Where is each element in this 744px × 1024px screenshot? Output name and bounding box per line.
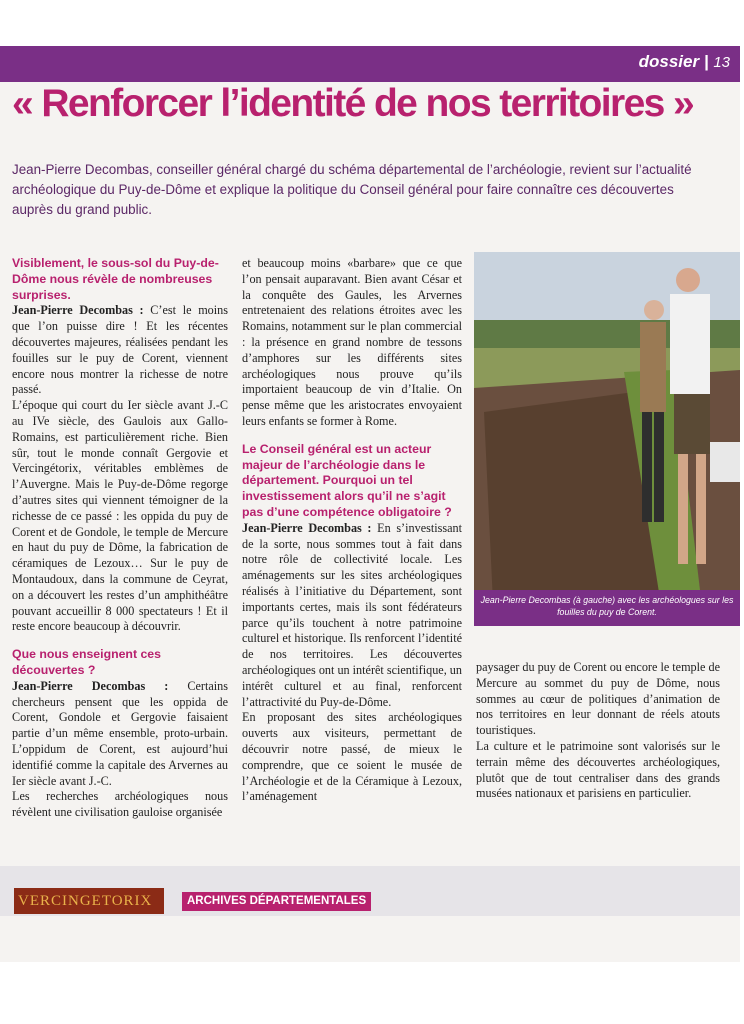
article-intro: Jean-Pierre Decombas, conseiller général chargé du schéma départemental de l’archéologie, revient sur l’actualité archéologique du Puy-de-Dôme et explique la politique du Conseil général pour faire connaître ces découvertes auprès du grand public.: [12, 162, 692, 217]
vercingetorix-logo: VERCINGETORIX: [14, 888, 164, 914]
question-2: Que nous enseignent ces découvertes ?: [12, 647, 161, 677]
answer-1: Jean-Pierre Decombas : C’est le moins que l’on puisse dire ! Et les récentes découvertes majeures, réalisées pendant les fouilles sur le puy de Corent, viennent encore nous montrer la richesse de notre passé.: [12, 303, 228, 397]
photo-illustration: [474, 252, 740, 624]
column-1: [12, 256, 228, 821]
folio: [639, 52, 730, 72]
speaker-name: Jean-Pierre Decombas :: [12, 303, 144, 318]
paragraph: L’époque qui court du Ier siècle avant J.-C au IVe siècle, des Gaulois aux Gallo-Romains, est particulièrement riche. Bien sûr, tout le monde connaît Gergovie et Vercingétorix, véritables emblèmes de l’Auvergne. Mais le Puy-de-Dôme regorge d’autres sites qui viennent témoigner de la richesse de ce passé : les oppida du puy de Corent et de Gondole, le temple de Mercure en haut du puy de Dôme, la fabrication de céramiques de Lezoux… Sur le puy de Montaudoux, dans la commune de Ceyrat, on a découvert les restes d’un amphithéâtre pouvant accueillir 8 000 spectateurs ! Et il reste encore beaucoup à découvrir.: [12, 398, 228, 634]
column-2: [242, 256, 462, 805]
question-1: Visiblement, le sous-sol du Puy-de-Dôme nous révèle de nombreuses surprises.: [12, 256, 219, 302]
paragraph: En proposant des sites archéologiques ouverts aux visiteurs, permettant de découvrir notre passé, de mieux le comprendre, que ce soient le musée de l’Archéologie et de la Céramique à Lezoux, l’aménagement: [242, 710, 462, 804]
header-bar: [0, 46, 740, 82]
paragraph: et beaucoup moins «barbare» que ce que l’on pensait auparavant. Bien avant César et la conquête des Gaules, les Arvernes entretenaient des relations étroites avec les Romains, notamment sur le plan commercial : la présence en grand nombre de tessons d’amphores sur les différents sites archéologiques nous prouve qu’ils importaient beaucoup de vin d’Italie. On pense même que les aristocrates envoyaient leurs enfants se former à Rome.: [242, 256, 462, 428]
page-number: 13: [713, 54, 730, 71]
folio-separator: |: [703, 52, 709, 71]
speaker-name: Jean-Pierre Decombas :: [12, 678, 169, 693]
photo-caption: Jean-Pierre Decombas (à gauche) avec les archéologues sur les fouilles du puy de Corent.: [474, 590, 740, 626]
speaker-name: Jean-Pierre Decombas :: [242, 520, 372, 535]
article-title: « Renforcer l’identité de nos territoires »: [12, 82, 694, 125]
answer-3: Jean-Pierre Decombas : En s’investissant de la sorte, nous sommes tout à fait dans notre rôle de collectivité locale. Les aménagements sur les sites archéologiques réalisés à l’initiative du Département, sont importants certes, mais ils sont fédérateurs parce qu’ils touchent à notre patrimoine culturel et historique. Ils renforcent l’identité de nos territoires. Les découvertes archéologiques ont un intérêt scientifique, un intérêt culturel et au final, renforcent l’attractivité du Puy-de-Dôme.: [242, 520, 462, 709]
archives-label: ARCHIVES DÉPARTEMENTALES: [182, 892, 371, 911]
answer-2: Jean-Pierre Decombas : Certains chercheurs pensent que les oppida de Corent, Gondole et Gergovie faisaient partie d’un même ensemble, proto-urbain. L’oppidum de Corent, est aujourd’hui identifié comme la capitale des Arvernes au Ier siècle avant J.-C.: [12, 678, 228, 788]
column-3: [476, 660, 720, 802]
paragraph: paysager du puy de Corent ou encore le temple de Mercure au sommet du puy de Dôme, nous sommes au cœur de politiques d’animation de nos territoires en leur donnant de réels atouts touristiques.: [476, 660, 720, 738]
excavation-photo: [474, 252, 740, 624]
paragraph: La culture et le patrimoine sont valorisés sur le terrain même des découvertes archéologiques, plutôt que de tout centraliser dans des grands musées nationaux et parisiens en particulier.: [476, 738, 720, 801]
section-label: dossier: [638, 52, 700, 71]
question-3: Le Conseil général est un acteur majeur de l’archéologie dans le département. Pourquoi un tel investissement alors qu’il ne s’agit pas d’une compétence obligatoire ?: [242, 441, 452, 519]
paragraph: Les recherches archéologiques nous révèlent une civilisation gauloise organisée: [12, 789, 228, 820]
